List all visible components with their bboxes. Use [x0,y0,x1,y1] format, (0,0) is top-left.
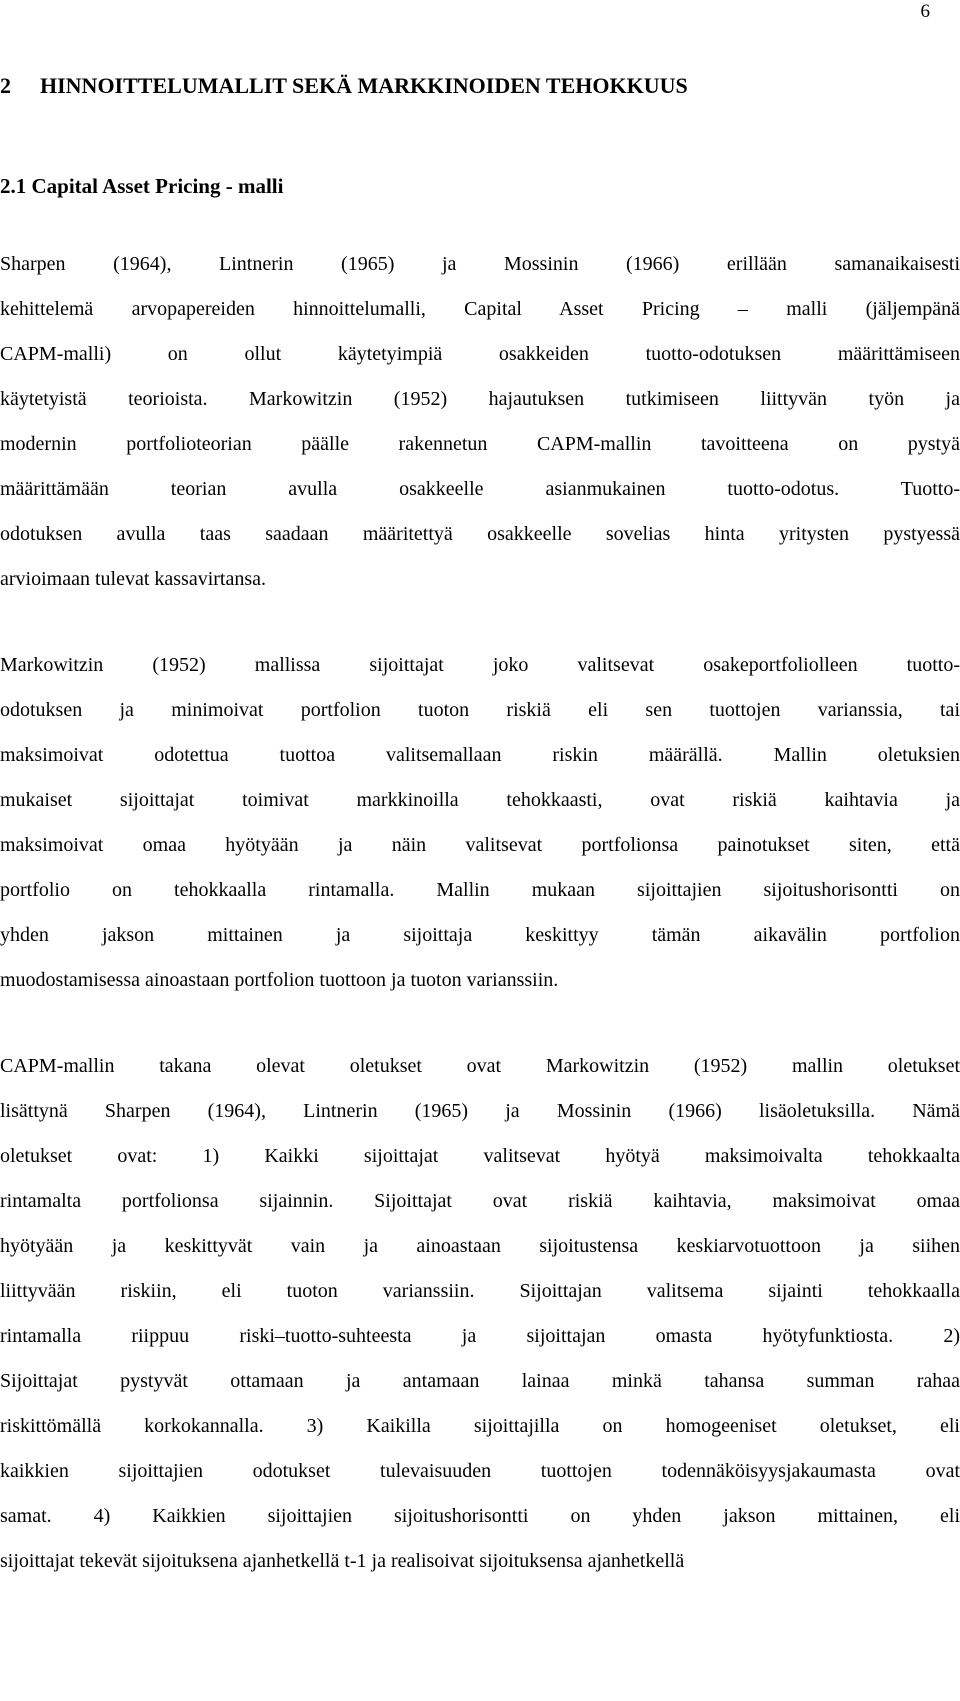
paragraph [0,242,960,602]
paragraph [0,643,960,1003]
section-heading: 2.1 Capital Asset Pricing - malli [0,174,284,198]
text-line: odotuksen ja minimoivat portfolion tuoton riskiä eli sen tuottojen varianssia, tai [0,699,960,721]
text-line: maksimoivat odotettua tuottoa valitsemallaan riskin määrällä. Mallin oletuksien [0,744,960,766]
text-line: lisättynä Sharpen (1964), Lintnerin (1965) ja Mossinin (1966) lisäoletuksilla. Nämä [0,1100,960,1122]
text-line: sijoittajat tekevät sijoituksena ajanhetkellä t-1 ja realisoivat sijoituksensa ajanhetkellä [0,1550,685,1572]
text-line: arvioimaan tulevat kassavirtansa. [0,568,267,590]
chapter-number: 2 [0,73,11,98]
text-line: kehittelemä arvopapereiden hinnoittelumalli, Capital Asset Pricing – malli (jäljempänä [0,298,960,320]
chapter-heading [0,70,688,102]
text-line: portfolio on tehokkaalla rintamalla. Mallin mukaan sijoittajien sijoitushorisontti on [0,879,960,901]
text-line: odotuksen avulla taas saadaan määritettyä osakkeelle sovelias hinta yritysten pystyessä [0,523,960,545]
text-line: Sharpen (1964), Lintnerin (1965) ja Mossinin (1966) erillään samanaikaisesti [0,253,960,275]
chapter-title: HINNOITTELUMALLIT SEKÄ MARKKINOIDEN TEHOKKUUS [40,73,688,98]
text-line: liittyvään riskiin, eli tuoton varianssiin. Sijoittajan valitsema sijainti tehokkaalla [0,1280,960,1302]
text-line: rintamalta portfolionsa sijainnin. Sijoittajat ovat riskiä kaihtavia, maksimoivat omaa [0,1190,960,1212]
paragraph [0,1044,960,1584]
text-line: samat. 4) Kaikkien sijoittajien sijoitushorisontti on yhden jakson mittainen, eli [0,1505,960,1527]
text-line: määrittämään teorian avulla osakkeelle asianmukainen tuotto-odotus. Tuotto- [0,478,960,500]
text-line: Markowitzin (1952) mallissa sijoittajat joko valitsevat osakeportfoliolleen tuotto- [0,654,960,676]
text-line: rintamalla riippuu riski–tuotto-suhteesta ja sijoittajan omasta hyötyfunktiosta. 2) [0,1325,960,1347]
text-line: mukaiset sijoittajat toimivat markkinoilla tehokkaasti, ovat riskiä kaihtavia ja [0,789,960,811]
text-line: modernin portfolioteorian päälle rakennetun CAPM-mallin tavoitteena on pystyä [0,433,960,455]
text-line: hyötyään ja keskittyvät vain ja ainoastaan sijoitustensa keskiarvotuottoon ja siihen [0,1235,960,1257]
text-line: riskittömällä korkokannalla. 3) Kaikilla sijoittajilla on homogeeniset oletukset, eli [0,1415,960,1437]
text-line: maksimoivat omaa hyötyään ja näin valitsevat portfolionsa painotukset siten, että [0,834,960,856]
text-line: yhden jakson mittainen ja sijoittaja keskittyy tämän aikavälin portfolion [0,924,960,946]
text-line: oletukset ovat: 1) Kaikki sijoittajat valitsevat hyötyä maksimoivalta tehokkaalta [0,1145,960,1167]
text-line: CAPM-mallin takana olevat oletukset ovat Markowitzin (1952) mallin oletukset [0,1055,960,1077]
text-line: muodostamisessa ainoastaan portfolion tuottoon ja tuoton varianssiin. [0,969,559,991]
text-line: CAPM-malli) on ollut käytetyimpiä osakkeiden tuotto-odotuksen määrittämiseen [0,343,960,365]
text-line: käytetyistä teorioista. Markowitzin (1952) hajautuksen tutkimiseen liittyvän työn ja [0,388,960,410]
text-line: Sijoittajat pystyvät ottamaan ja antamaan lainaa minkä tahansa summan rahaa [0,1370,960,1392]
text-line: kaikkien sijoittajien odotukset tulevaisuuden tuottojen todennäköisyysjakaumasta ovat [0,1460,960,1482]
page-number: 6 [920,1,930,22]
